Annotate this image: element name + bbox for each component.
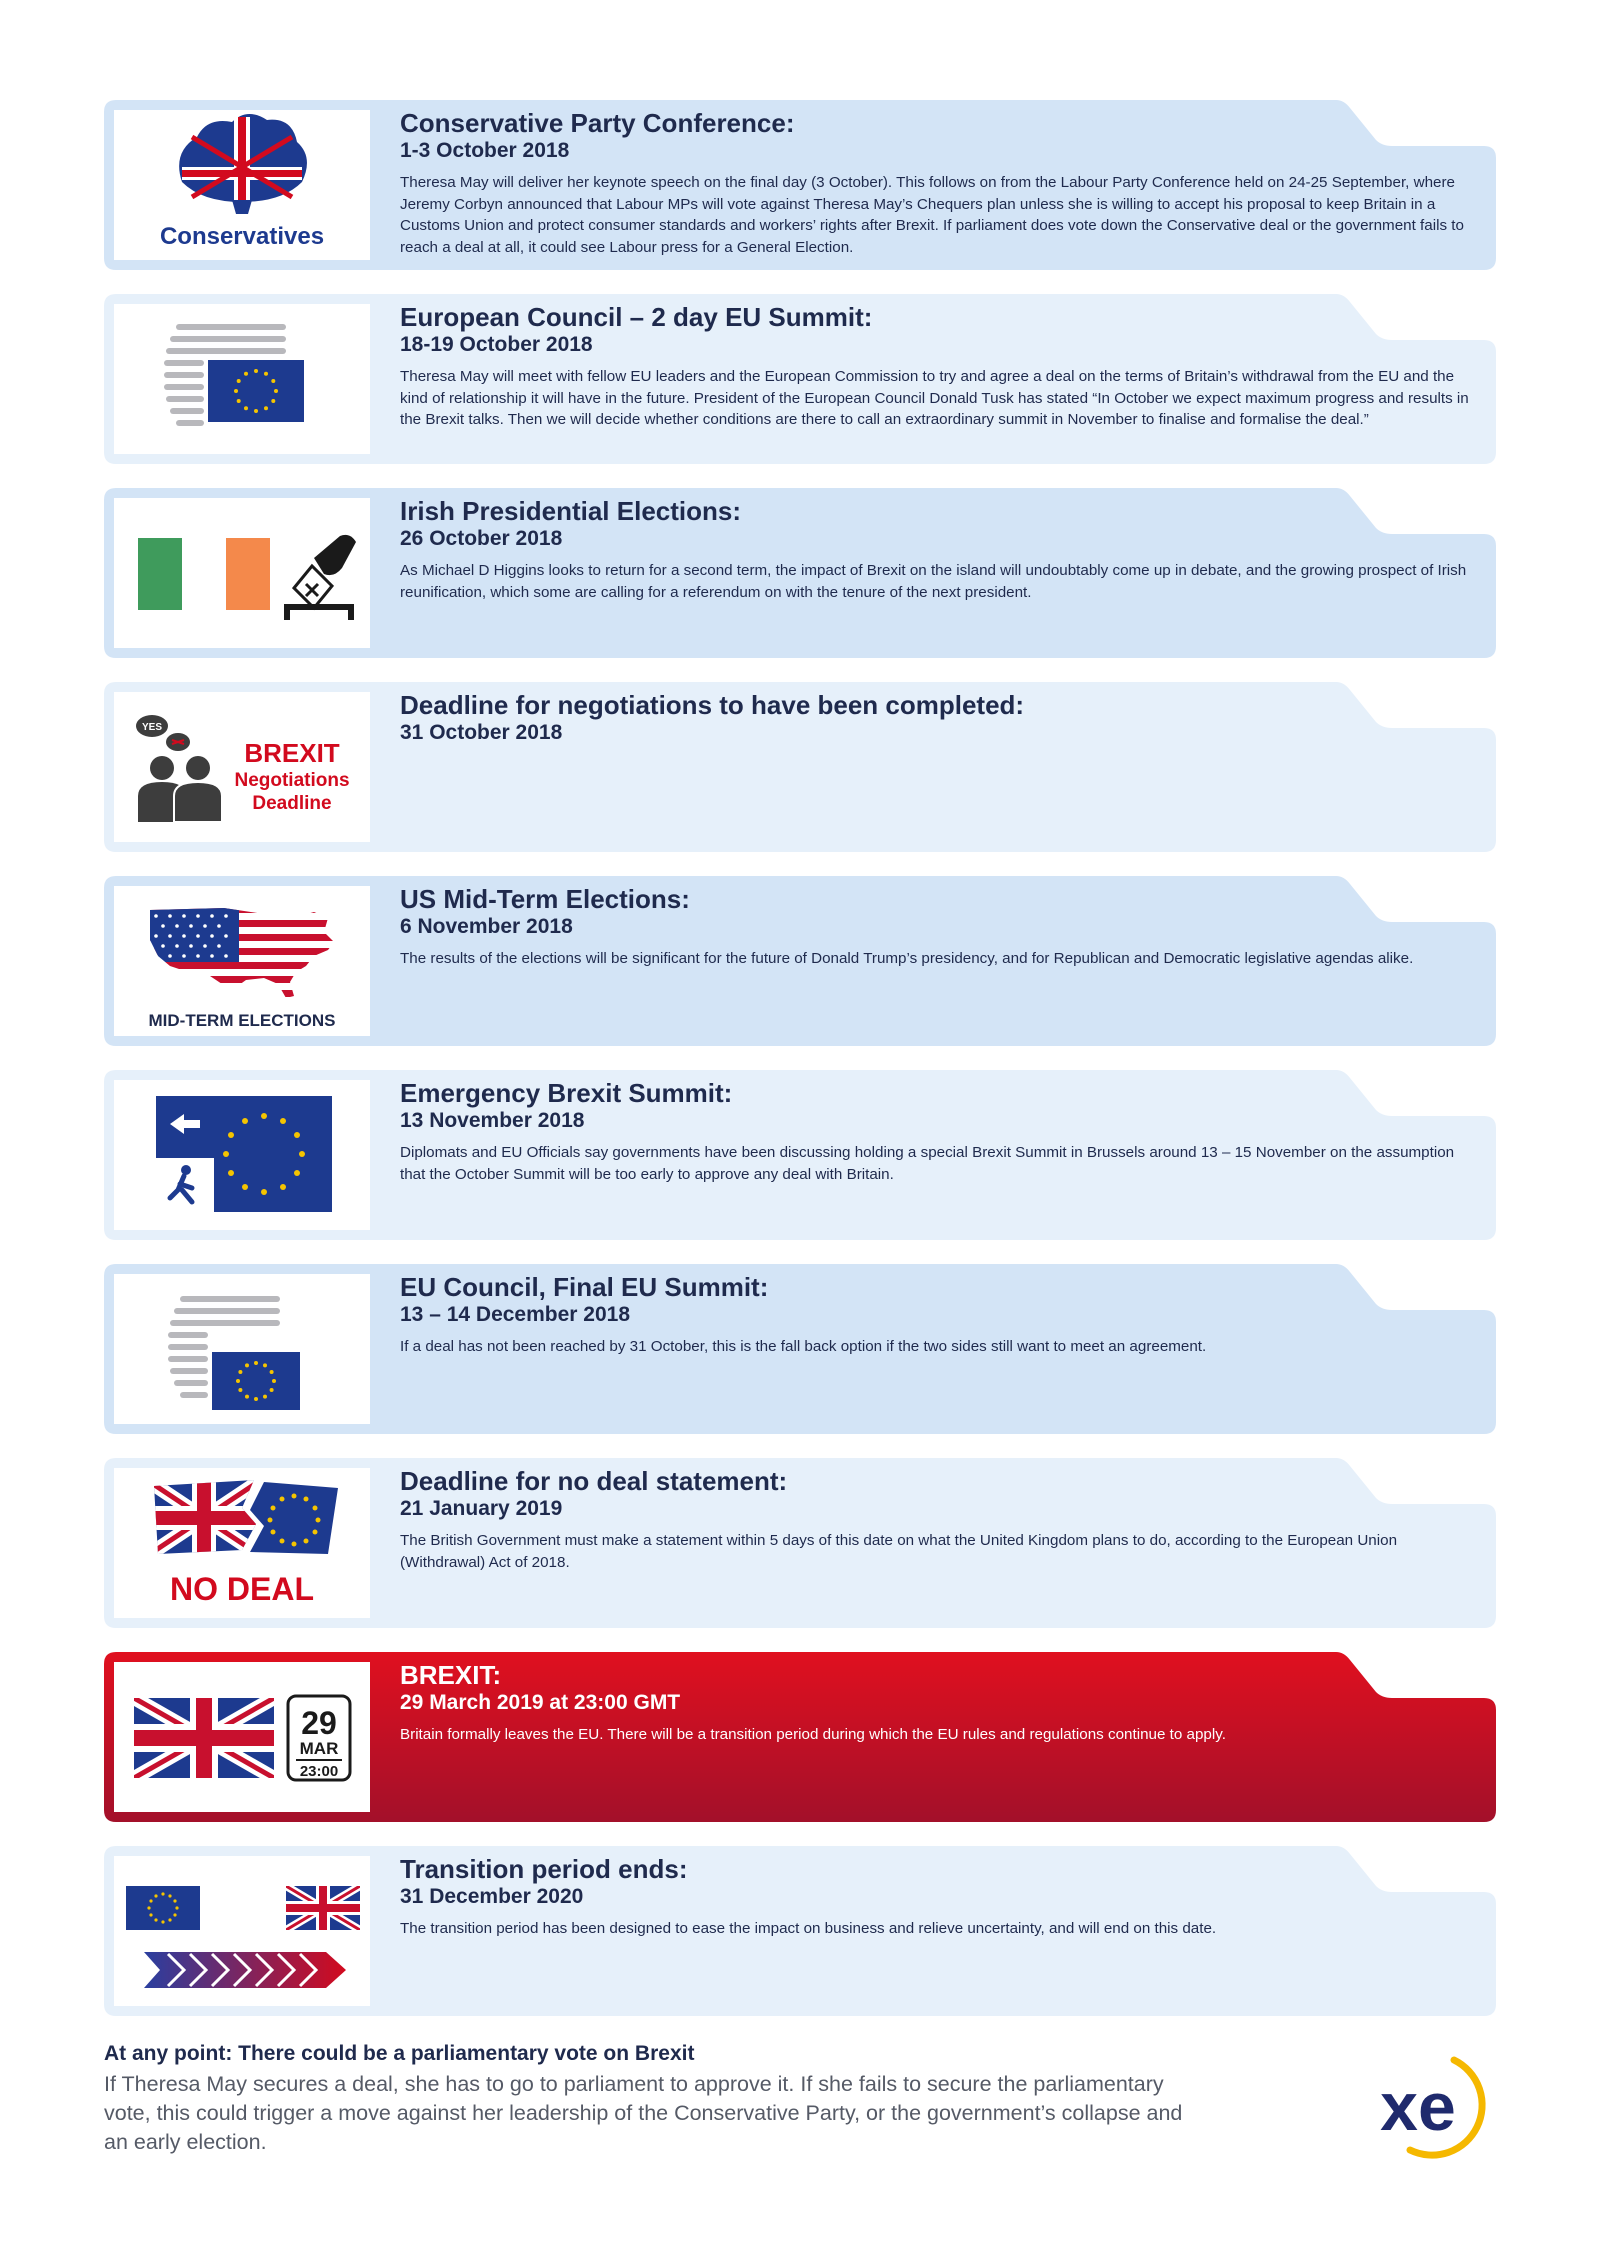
event-description: The transition period has been designed to ease the impact on business and relieve uncertainty, and will end on this date.: [400, 1920, 1217, 1937]
event-image: [114, 1856, 370, 2006]
footer-title: At any point: There could be a parliamentary vote on Brexit: [104, 2042, 695, 2065]
event-content: [400, 1660, 1470, 1746]
event-description: Theresa May will meet with fellow EU leaders and the European Commission to try and agree a deal on the terms of Britain’s withdrawal from the EU and the kind of relationship it will have in the future. President of the European Council Donald Tusk has stated “In October we expect maximum progress and results in the Brexit talks. Then we will decide whether conditions are there to call an extraordinary summit in November to finalise and formalise the deal.”: [400, 368, 1469, 428]
event-no-deal-statement: [104, 1458, 1496, 1628]
event-content: [400, 302, 1470, 431]
negotiations-label: Negotiations: [234, 770, 350, 791]
footer-note: [104, 2040, 1204, 2157]
event-description: Britain formally leaves the EU. There will be a transition period during which the EU rules and regulations continue to apply.: [400, 1726, 1226, 1743]
event-date: 6 November 2018: [400, 915, 573, 938]
event-title: BREXIT:: [400, 1660, 502, 1690]
event-us-midterms: [104, 876, 1496, 1046]
event-description: Diplomats and EU Officials say governments have been discussing holding a special Brexit Summit in Brussels around 13 – 15 November on the assumption that the October Summit will be too early to approve any deal with Britain.: [400, 1144, 1455, 1183]
event-image: [114, 1662, 370, 1812]
xe-logo-text: xe: [1380, 2069, 1456, 2145]
event-content: [400, 1854, 1470, 1940]
event-irish-elections: [104, 488, 1496, 658]
event-transition-ends: [104, 1846, 1496, 2016]
event-description: Theresa May will deliver her keynote speech on the final day (3 October). This follows on from the Labour Party Conference held on 24-25 September, where Jeremy Corbyn announced that Labour MPs will vote against Theresa May’s Chequers plan unless she is willing to accept his proposal to keep Britain in a Customs Union and protect consumer standards and workers’ rights after Brexit. If parliament does vote down the Conservative deal or the government fails to reach a deal at all, it could see Labour press for a General Election.: [400, 174, 1464, 256]
event-description: The results of the elections will be significant for the future of Donald Trump’s presidency, and for Republican and Democratic legislative agendas alike.: [400, 950, 1414, 967]
event-description: The British Government must make a statement within 5 days of this date on what the United Kingdom plans to do, according to the European Union (Withdrawal) Act of 2018.: [400, 1532, 1398, 1571]
deadline-label: Deadline: [252, 793, 332, 814]
yes-bubble-label: YES: [141, 722, 163, 733]
event-image: [114, 1274, 370, 1424]
event-european-council: [104, 294, 1496, 464]
event-content: [400, 690, 1470, 746]
event-emergency-summit: [104, 1070, 1496, 1240]
event-image: [114, 110, 370, 260]
event-title: Conservative Party Conference:: [400, 108, 795, 138]
event-image: [114, 498, 370, 648]
event-image: [114, 1080, 370, 1230]
no-deal-label: NO DEAL: [170, 1571, 314, 1607]
event-date: 13 November 2018: [400, 1109, 585, 1132]
event-content: [400, 884, 1470, 970]
conservatives-logo-icon: [114, 110, 370, 260]
european-council-logo-icon: [114, 1274, 370, 1424]
event-title: Deadline for no deal statement:: [400, 1466, 788, 1496]
event-title: US Mid-Term Elections:: [400, 884, 690, 914]
brexit-label: BREXIT: [244, 738, 340, 768]
event-date: 29 March 2019 at 23:00 GMT: [400, 1691, 681, 1714]
no-deal-flags-icon: [114, 1468, 370, 1618]
event-date: 31 October 2018: [400, 721, 563, 744]
event-image: [114, 304, 370, 454]
event-content: [400, 496, 1470, 603]
irish-flag-ballot-icon: [114, 498, 370, 648]
eu-exit-flag-icon: [114, 1080, 370, 1230]
event-conservative-conference: [104, 100, 1496, 270]
event-description: As Michael D Higgins looks to return for a second term, the impact of Brexit on the island will undoubtably come up in debate, and the growing prospect of Irish reunification, which some are calling for a referendum on with the tenure of the next president.: [400, 562, 1467, 601]
xe-logo-icon: [1350, 2050, 1500, 2160]
event-image: [114, 692, 370, 842]
event-title: Deadline for negotiations to have been completed:: [400, 690, 1025, 720]
event-date: 31 December 2020: [400, 1885, 584, 1908]
event-content: [400, 1466, 1470, 1573]
event-content: [400, 1078, 1470, 1185]
event-content: [400, 108, 1470, 258]
event-image: [114, 886, 370, 1036]
us-map-flag-icon: [114, 886, 370, 1036]
footer-text: If Theresa May secures a deal, she has to go to parliament to approve it. If she fails to secure the parliamentary vote, this could trigger a move against her leadership of the Conservative Party, or the government’s collapse and an early election.: [104, 2072, 1183, 2154]
event-description: If a deal has not been reached by 31 October, this is the fall back option if the two sides still want to meet an agreement.: [400, 1338, 1207, 1355]
event-date: 1-3 October 2018: [400, 139, 570, 162]
calendar-day: 29: [301, 1705, 337, 1741]
event-eu-final-summit: [104, 1264, 1496, 1434]
event-content: [400, 1272, 1470, 1358]
midterm-label: MID-TERM ELECTIONS: [148, 1011, 336, 1030]
event-date: 26 October 2018: [400, 527, 563, 550]
event-date: 13 – 14 December 2018: [400, 1303, 631, 1326]
event-title: Emergency Brexit Summit:: [400, 1078, 733, 1108]
event-image: [114, 1468, 370, 1618]
conservatives-label: Conservatives: [159, 223, 325, 250]
event-date: 18-19 October 2018: [400, 333, 593, 356]
uk-flag-calendar-icon: [114, 1662, 370, 1812]
negotiations-deadline-icon: [114, 692, 370, 842]
calendar-time: 23:00: [299, 1763, 339, 1780]
event-brexit-day: [104, 1652, 1496, 1822]
event-title: EU Council, Final EU Summit:: [400, 1272, 769, 1302]
event-title: European Council – 2 day EU Summit:: [400, 302, 873, 332]
transition-arrows-icon: [114, 1856, 370, 2006]
event-title: Transition period ends:: [400, 1854, 688, 1884]
calendar-month: MAR: [299, 1739, 339, 1758]
event-date: 21 January 2019: [400, 1497, 563, 1520]
european-council-logo-icon: [114, 304, 370, 454]
event-negotiations-deadline: [104, 682, 1496, 852]
event-title: Irish Presidential Elections:: [400, 496, 741, 526]
